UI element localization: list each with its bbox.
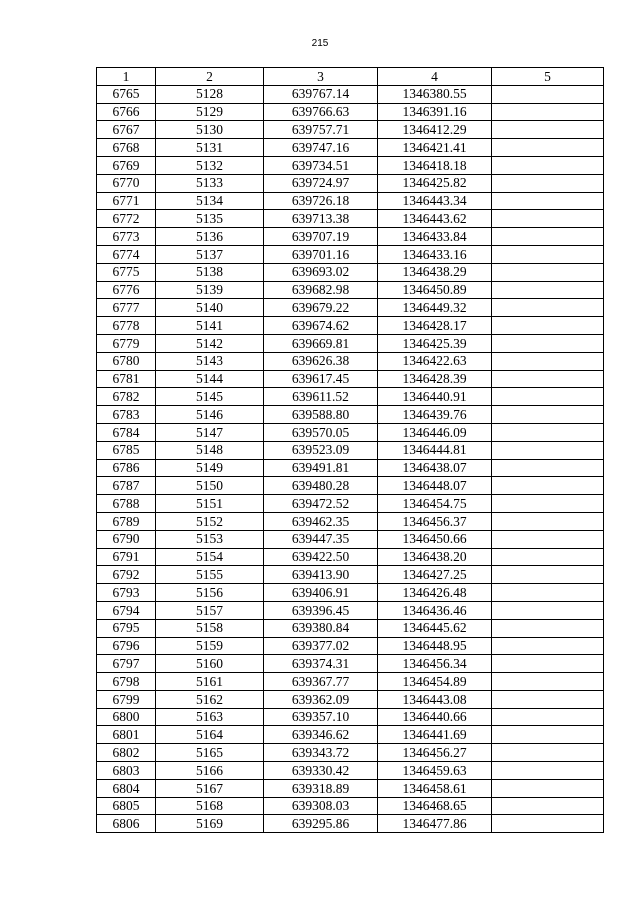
table-cell: 6805	[97, 797, 156, 815]
table-cell: 1346456.27	[378, 744, 492, 762]
table-cell: 5140	[156, 299, 264, 317]
table-cell: 639588.80	[264, 406, 378, 424]
table-cell	[492, 334, 604, 352]
table-cell: 6774	[97, 245, 156, 263]
table-cell: 1346428.17	[378, 317, 492, 335]
table-row	[97, 708, 604, 726]
column-header-3: 3	[264, 68, 378, 86]
table-row	[97, 334, 604, 352]
table-cell: 1346441.69	[378, 726, 492, 744]
table-cell	[492, 708, 604, 726]
table-cell	[492, 228, 604, 246]
table-cell: 5135	[156, 210, 264, 228]
table-cell: 639693.02	[264, 263, 378, 281]
column-header-2: 2	[156, 68, 264, 86]
table-row	[97, 779, 604, 797]
table-cell: 6784	[97, 423, 156, 441]
table-cell: 639669.81	[264, 334, 378, 352]
coordinates-table	[96, 67, 604, 833]
table-cell: 5169	[156, 815, 264, 833]
table-row	[97, 281, 604, 299]
table-cell	[492, 210, 604, 228]
table-cell: 6778	[97, 317, 156, 335]
page-number: 215	[311, 38, 329, 49]
table-cell: 1346454.89	[378, 673, 492, 691]
table-cell: 639377.02	[264, 637, 378, 655]
table-row	[97, 121, 604, 139]
table-cell: 1346380.55	[378, 85, 492, 103]
table-cell: 6795	[97, 619, 156, 637]
table-cell	[492, 815, 604, 833]
table-cell: 1346438.07	[378, 459, 492, 477]
table-cell: 6804	[97, 779, 156, 797]
table-cell: 5150	[156, 477, 264, 495]
table-cell: 6768	[97, 139, 156, 157]
table-cell: 6766	[97, 103, 156, 121]
table-cell	[492, 245, 604, 263]
table-cell: 639330.42	[264, 762, 378, 780]
table-cell: 6770	[97, 174, 156, 192]
table-cell	[492, 281, 604, 299]
column-header-4: 4	[378, 68, 492, 86]
table-cell: 5148	[156, 441, 264, 459]
table-cell: 6799	[97, 690, 156, 708]
table-row	[97, 370, 604, 388]
table-cell: 1346438.20	[378, 548, 492, 566]
table-row	[97, 637, 604, 655]
table-cell: 5139	[156, 281, 264, 299]
table-row	[97, 423, 604, 441]
table-cell	[492, 388, 604, 406]
table-cell: 5162	[156, 690, 264, 708]
table-cell: 6771	[97, 192, 156, 210]
table-cell: 5168	[156, 797, 264, 815]
table-row	[97, 388, 604, 406]
table-cell: 1346433.84	[378, 228, 492, 246]
table-cell: 5155	[156, 566, 264, 584]
table-cell: 5129	[156, 103, 264, 121]
table-cell: 6801	[97, 726, 156, 744]
table-cell: 5161	[156, 673, 264, 691]
table-cell	[492, 637, 604, 655]
table-cell	[492, 317, 604, 335]
table-cell	[492, 370, 604, 388]
table-row	[97, 584, 604, 602]
table-cell: 5134	[156, 192, 264, 210]
table-cell	[492, 299, 604, 317]
table-row	[97, 619, 604, 637]
table-cell: 639374.31	[264, 655, 378, 673]
table-cell: 1346456.37	[378, 512, 492, 530]
table-cell: 6772	[97, 210, 156, 228]
table-cell: 1346477.86	[378, 815, 492, 833]
table-cell: 639570.05	[264, 423, 378, 441]
table-cell: 6806	[97, 815, 156, 833]
table-row	[97, 477, 604, 495]
table-cell: 6794	[97, 601, 156, 619]
table-cell: 1346448.95	[378, 637, 492, 655]
table-cell: 6796	[97, 637, 156, 655]
table-row	[97, 352, 604, 370]
table-cell: 5149	[156, 459, 264, 477]
table-cell: 6777	[97, 299, 156, 317]
table-cell: 639726.18	[264, 192, 378, 210]
table-row	[97, 245, 604, 263]
table-cell: 639523.09	[264, 441, 378, 459]
table-cell: 639611.52	[264, 388, 378, 406]
table-cell: 6789	[97, 512, 156, 530]
table-cell: 639308.03	[264, 797, 378, 815]
table-cell	[492, 601, 604, 619]
table-cell: 639491.81	[264, 459, 378, 477]
table-cell: 6767	[97, 121, 156, 139]
table-cell: 5137	[156, 245, 264, 263]
table-row	[97, 815, 604, 833]
header-row	[97, 68, 604, 86]
table-cell: 5164	[156, 726, 264, 744]
table-cell: 639626.38	[264, 352, 378, 370]
table-cell: 6775	[97, 263, 156, 281]
table-cell: 1346449.32	[378, 299, 492, 317]
table-cell: 1346443.34	[378, 192, 492, 210]
table-cell	[492, 744, 604, 762]
table-cell: 639346.62	[264, 726, 378, 744]
table-cell: 639362.09	[264, 690, 378, 708]
table-cell: 639422.50	[264, 548, 378, 566]
table-row	[97, 85, 604, 103]
table-cell	[492, 477, 604, 495]
table-cell	[492, 566, 604, 584]
table-cell	[492, 85, 604, 103]
table-cell: 639343.72	[264, 744, 378, 762]
table-cell: 6797	[97, 655, 156, 673]
table-row	[97, 673, 604, 691]
table-cell: 639447.35	[264, 530, 378, 548]
table-cell	[492, 673, 604, 691]
table-cell: 1346436.46	[378, 601, 492, 619]
table-cell: 6803	[97, 762, 156, 780]
table-row	[97, 459, 604, 477]
table-cell: 639674.62	[264, 317, 378, 335]
table-cell: 6800	[97, 708, 156, 726]
table-cell	[492, 423, 604, 441]
table-cell: 1346456.34	[378, 655, 492, 673]
table-cell	[492, 174, 604, 192]
table-cell: 639734.51	[264, 156, 378, 174]
table-cell: 639747.16	[264, 139, 378, 157]
table-row	[97, 139, 604, 157]
table-cell: 5159	[156, 637, 264, 655]
table-cell: 1346426.48	[378, 584, 492, 602]
table-row	[97, 530, 604, 548]
table-cell: 5158	[156, 619, 264, 637]
table-cell: 1346468.65	[378, 797, 492, 815]
table-cell: 639295.86	[264, 815, 378, 833]
table-cell: 639480.28	[264, 477, 378, 495]
table-row	[97, 762, 604, 780]
table-row	[97, 726, 604, 744]
table-cell: 6788	[97, 495, 156, 513]
table-row	[97, 655, 604, 673]
column-header-5: 5	[492, 68, 604, 86]
table-cell	[492, 263, 604, 281]
table-cell: 5141	[156, 317, 264, 335]
table-cell	[492, 530, 604, 548]
table-row	[97, 299, 604, 317]
table-cell: 1346450.89	[378, 281, 492, 299]
table-row	[97, 512, 604, 530]
table-cell: 639682.98	[264, 281, 378, 299]
table-cell	[492, 139, 604, 157]
table-cell: 1346448.07	[378, 477, 492, 495]
table-cell: 639617.45	[264, 370, 378, 388]
table-cell: 1346425.39	[378, 334, 492, 352]
table-cell: 5136	[156, 228, 264, 246]
column-header-1: 1	[97, 68, 156, 86]
table-cell: 639413.90	[264, 566, 378, 584]
table-cell: 5146	[156, 406, 264, 424]
table-cell: 1346428.39	[378, 370, 492, 388]
table-cell: 5152	[156, 512, 264, 530]
table-cell	[492, 441, 604, 459]
table-cell	[492, 690, 604, 708]
table-cell: 1346391.16	[378, 103, 492, 121]
table-cell	[492, 655, 604, 673]
table-cell: 1346418.18	[378, 156, 492, 174]
table-cell: 5163	[156, 708, 264, 726]
table-cell: 5160	[156, 655, 264, 673]
table-row	[97, 192, 604, 210]
table-cell	[492, 192, 604, 210]
table-row	[97, 797, 604, 815]
table-cell: 639318.89	[264, 779, 378, 797]
table-cell: 5138	[156, 263, 264, 281]
table-cell: 5156	[156, 584, 264, 602]
table-cell: 1346421.41	[378, 139, 492, 157]
table-cell: 6785	[97, 441, 156, 459]
table-cell	[492, 619, 604, 637]
table-row	[97, 744, 604, 762]
table-body	[97, 85, 604, 832]
table-cell: 1346412.29	[378, 121, 492, 139]
table-cell: 1346445.62	[378, 619, 492, 637]
table-row	[97, 174, 604, 192]
table-cell: 6779	[97, 334, 156, 352]
table-cell: 5144	[156, 370, 264, 388]
table-cell: 1346444.81	[378, 441, 492, 459]
table-row	[97, 441, 604, 459]
table-cell: 5143	[156, 352, 264, 370]
table-cell: 1346422.63	[378, 352, 492, 370]
table-row	[97, 228, 604, 246]
table-cell: 6773	[97, 228, 156, 246]
table-row	[97, 601, 604, 619]
table-cell	[492, 726, 604, 744]
table-cell: 1346425.82	[378, 174, 492, 192]
table-cell: 639713.38	[264, 210, 378, 228]
table-cell: 639757.71	[264, 121, 378, 139]
table-cell: 6798	[97, 673, 156, 691]
table-row	[97, 406, 604, 424]
table-cell: 6786	[97, 459, 156, 477]
table-cell	[492, 103, 604, 121]
table-cell	[492, 459, 604, 477]
table-cell	[492, 495, 604, 513]
table-cell: 5131	[156, 139, 264, 157]
table-cell	[492, 156, 604, 174]
table-cell: 5130	[156, 121, 264, 139]
table-cell: 1346443.08	[378, 690, 492, 708]
table-cell: 639767.14	[264, 85, 378, 103]
table-row	[97, 495, 604, 513]
table-cell	[492, 121, 604, 139]
table-cell: 5166	[156, 762, 264, 780]
table-cell: 5128	[156, 85, 264, 103]
table-cell: 6787	[97, 477, 156, 495]
table-cell: 1346454.75	[378, 495, 492, 513]
table-cell: 1346433.16	[378, 245, 492, 263]
table-cell: 639701.16	[264, 245, 378, 263]
table-cell: 1346440.66	[378, 708, 492, 726]
table-cell: 639380.84	[264, 619, 378, 637]
table-cell: 5167	[156, 779, 264, 797]
table-cell: 1346443.62	[378, 210, 492, 228]
table-row	[97, 690, 604, 708]
table-cell: 6790	[97, 530, 156, 548]
table-cell: 1346458.61	[378, 779, 492, 797]
table-cell	[492, 512, 604, 530]
table-cell: 1346438.29	[378, 263, 492, 281]
table-cell	[492, 406, 604, 424]
table-cell: 6769	[97, 156, 156, 174]
table-cell: 639406.91	[264, 584, 378, 602]
table-cell: 6782	[97, 388, 156, 406]
table-cell	[492, 797, 604, 815]
table-cell: 6765	[97, 85, 156, 103]
table-cell	[492, 779, 604, 797]
table-cell: 5151	[156, 495, 264, 513]
table-cell: 639724.97	[264, 174, 378, 192]
table-cell: 6802	[97, 744, 156, 762]
table-cell: 1346439.76	[378, 406, 492, 424]
table-cell: 639396.45	[264, 601, 378, 619]
table-row	[97, 317, 604, 335]
table-cell: 1346446.09	[378, 423, 492, 441]
table-cell	[492, 762, 604, 780]
table-row	[97, 548, 604, 566]
table-cell: 639707.19	[264, 228, 378, 246]
table-cell: 1346427.25	[378, 566, 492, 584]
table-cell: 6783	[97, 406, 156, 424]
table-cell: 5165	[156, 744, 264, 762]
table-cell: 5154	[156, 548, 264, 566]
table-row	[97, 103, 604, 121]
table-cell: 639472.52	[264, 495, 378, 513]
table-cell: 5157	[156, 601, 264, 619]
table-cell: 6792	[97, 566, 156, 584]
table-cell: 5153	[156, 530, 264, 548]
table-cell: 6776	[97, 281, 156, 299]
table-row	[97, 210, 604, 228]
table-header	[97, 68, 604, 86]
table-cell: 5142	[156, 334, 264, 352]
table-cell	[492, 548, 604, 566]
table-row	[97, 156, 604, 174]
table-row	[97, 566, 604, 584]
table-cell: 1346459.63	[378, 762, 492, 780]
table-cell: 5132	[156, 156, 264, 174]
table-cell: 639357.10	[264, 708, 378, 726]
table-cell: 6780	[97, 352, 156, 370]
table-cell: 5145	[156, 388, 264, 406]
table-cell	[492, 584, 604, 602]
table-cell: 639679.22	[264, 299, 378, 317]
table-row	[97, 263, 604, 281]
table-cell: 6781	[97, 370, 156, 388]
table-cell: 639367.77	[264, 673, 378, 691]
table-cell: 5147	[156, 423, 264, 441]
table-cell: 6793	[97, 584, 156, 602]
table-cell: 639462.35	[264, 512, 378, 530]
table-cell: 6791	[97, 548, 156, 566]
table-cell: 5133	[156, 174, 264, 192]
table-cell: 1346450.66	[378, 530, 492, 548]
table-cell: 639766.63	[264, 103, 378, 121]
table-cell	[492, 352, 604, 370]
table-cell: 1346440.91	[378, 388, 492, 406]
